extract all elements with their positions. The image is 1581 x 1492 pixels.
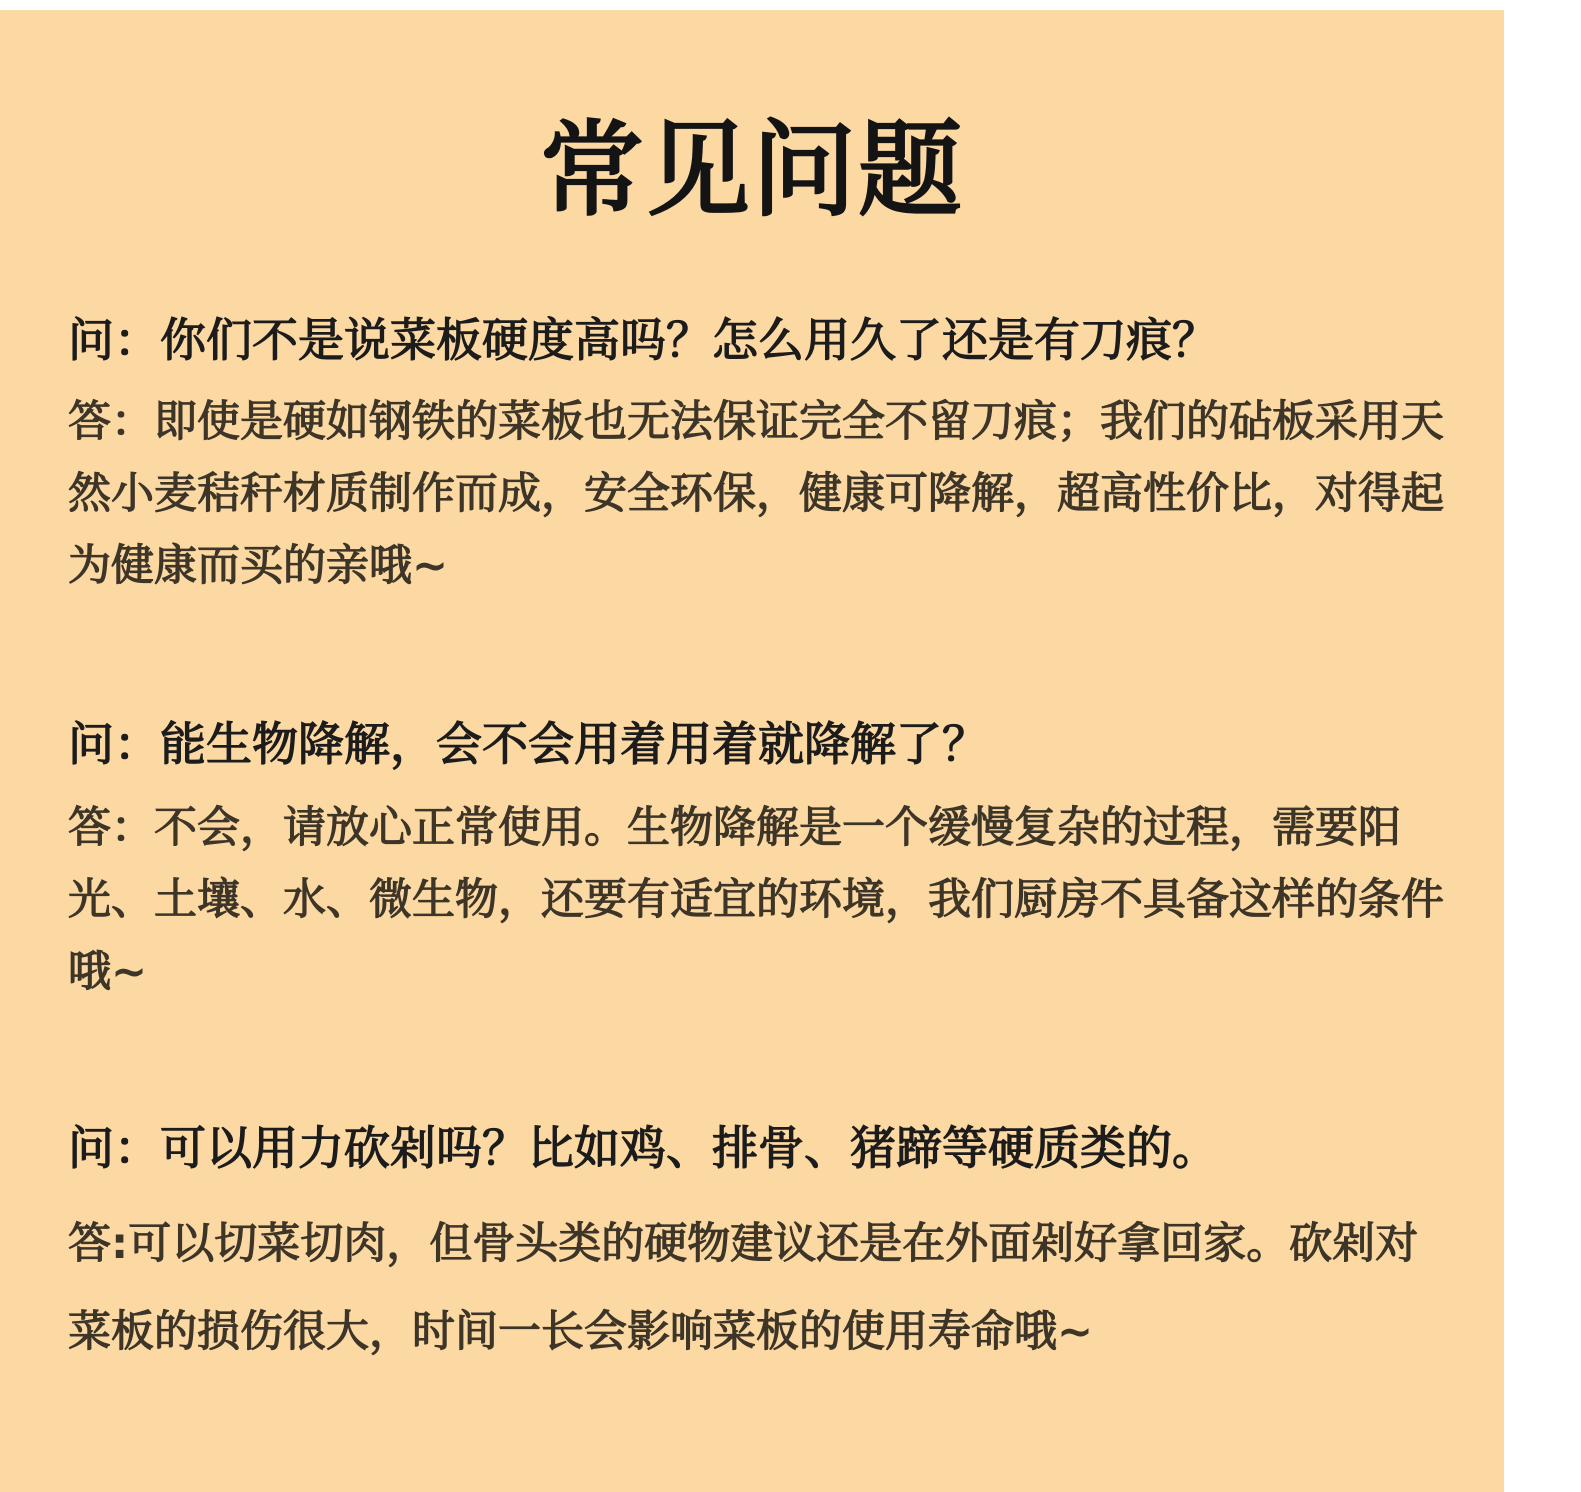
faq-answer-1: 答：即使是硬如钢铁的菜板也无法保证完全不留刀痕；我们的砧板采用天然小麦秸秆材质制作而成，安全环保，健康可降解，超高性价比，对得起为健康而买的亲哦~ bbox=[68, 397, 1444, 591]
faq-answer-2: 答：不会，请放心正常使用。生物降解是一个缓慢复杂的过程，需要阳光、土壤、水、微生物，还要有适宜的环境，我们厨房不具备这样的条件哦~ bbox=[68, 803, 1444, 997]
faq-question-3: 问：可以用力砍剁吗？比如鸡、排骨、猪蹄等硬质类的。 bbox=[68, 1121, 1218, 1175]
faq-panel bbox=[0, 10, 1504, 1492]
faq-item-3 bbox=[68, 1118, 1448, 1376]
faq-question-1: 问：你们不是说菜板硬度高吗？怎么用久了还是有刀痕？ bbox=[68, 313, 1218, 367]
faq-answer-3: 答:可以切菜切肉，但骨头类的硬物建议还是在外面剁好拿回家。砍剁对菜板的损伤很大，时间一长会影响菜板的使用寿命哦~ bbox=[68, 1219, 1419, 1357]
faq-item-2 bbox=[68, 714, 1448, 1008]
page-title: 常见问题 bbox=[539, 108, 964, 231]
faq-item-1 bbox=[68, 310, 1448, 602]
faq-question-2: 问：能生物降解，会不会用着用着就降解了？ bbox=[68, 717, 988, 771]
